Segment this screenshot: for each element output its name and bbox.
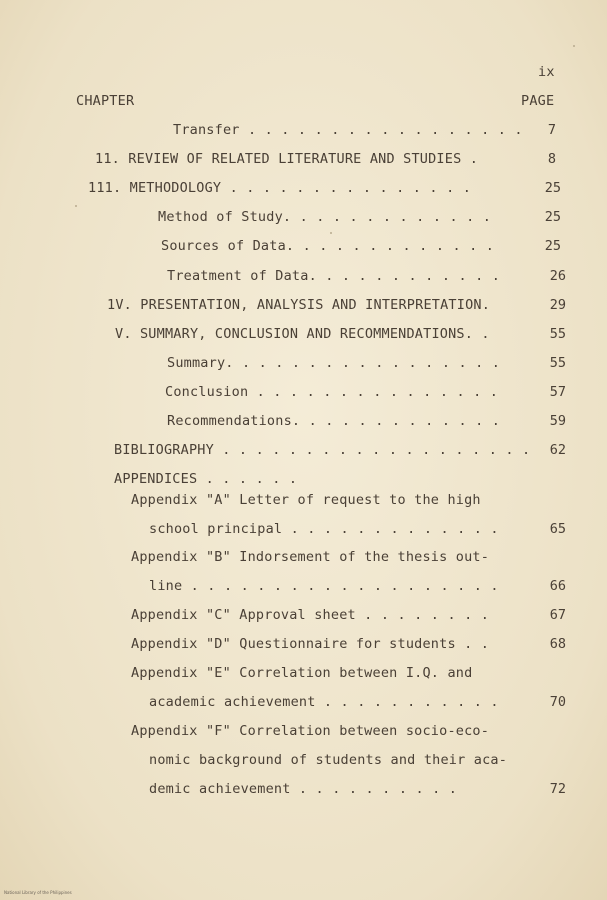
toc-page: 62 [549, 442, 566, 458]
page-number: ix [538, 64, 555, 80]
toc-entry-chapter-3: 111. METHODOLOGY . . . . . . . . . . . . . . . [88, 180, 472, 196]
toc-entry-recommendations: Recommendations. . . . . . . . . . . . . [167, 413, 501, 429]
toc-entry-summary: Summary. . . . . . . . . . . . . . . . . [167, 355, 501, 371]
toc-page: 25 [544, 180, 561, 196]
toc-entry-bibliography: BIBLIOGRAPHY . . . . . . . . . . . . . . . . . . . [114, 442, 531, 458]
toc-entry-appendix-b: Appendix "B" Indorsement of the thesis out- [131, 549, 490, 565]
toc-page: 70 [549, 694, 566, 710]
toc-page: 55 [549, 326, 566, 342]
toc-entry-appendices: APPENDICES . . . . . . [114, 471, 298, 487]
toc-entry-appendix-f-cont: nomic background of students and their aca- [149, 752, 508, 768]
toc-page: 26 [549, 268, 566, 284]
toc-entry-chapter-2: 11. REVIEW OF RELATED LITERATURE AND STUDIES . [95, 151, 479, 167]
chapter-header: CHAPTER [76, 93, 135, 109]
toc-page: 8 [547, 151, 556, 167]
page-header: PAGE [521, 93, 555, 109]
toc-page: 66 [549, 578, 566, 594]
toc-entry-appendix-a: Appendix "A" Letter of request to the high [131, 492, 481, 508]
toc-page: 67 [549, 607, 566, 623]
toc-page: 55 [549, 355, 566, 371]
toc-entry-appendix-f: Appendix "F" Correlation between socio-eco- [131, 723, 490, 739]
toc-entry-treatment-of-data: Treatment of Data. . . . . . . . . . . . [167, 268, 501, 284]
toc-page: 7 [547, 122, 556, 138]
toc-entry-appendix-f-cont: demic achievement . . . . . . . . . . [149, 781, 458, 797]
toc-page: 68 [549, 636, 566, 652]
footer-library: National Library of the Philippines [4, 890, 72, 895]
paper-speck [330, 232, 332, 234]
paper-speck [75, 205, 77, 207]
toc-entry-appendix-b-cont: line . . . . . . . . . . . . . . . . . . . [149, 578, 499, 594]
toc-entry-sources-of-data: Sources of Data. . . . . . . . . . . . . [161, 238, 495, 254]
toc-entry-chapter-4: 1V. PRESENTATION, ANALYSIS AND INTERPRETATION. [107, 297, 491, 313]
toc-page: 72 [549, 781, 566, 797]
toc-entry-method-of-study: Method of Study. . . . . . . . . . . . . [158, 209, 492, 225]
toc-page: 25 [544, 238, 561, 254]
toc-entry-appendix-e: Appendix "E" Correlation between I.Q. and [131, 665, 473, 681]
toc-entry-transfer: Transfer . . . . . . . . . . . . . . . . . [173, 122, 523, 138]
toc-page: 29 [549, 297, 566, 313]
toc-entry-appendix-a-cont: school principal . . . . . . . . . . . . . [149, 521, 499, 537]
toc-entry-chapter-5: V. SUMMARY, CONCLUSION AND RECOMMENDATIONS. . [115, 326, 490, 342]
toc-entry-conclusion: Conclusion . . . . . . . . . . . . . . . [165, 384, 499, 400]
toc-page: 57 [549, 384, 566, 400]
toc-page: 65 [549, 521, 566, 537]
toc-entry-appendix-c: Appendix "C" Approval sheet . . . . . . . . [131, 607, 490, 623]
toc-entry-appendix-d: Appendix "D" Questionnaire for students . . [131, 636, 490, 652]
toc-page: 59 [549, 413, 566, 429]
toc-entry-appendix-e-cont: academic achievement . . . . . . . . . . . [149, 694, 499, 710]
toc-page: 25 [544, 209, 561, 225]
paper-speck [573, 45, 575, 47]
